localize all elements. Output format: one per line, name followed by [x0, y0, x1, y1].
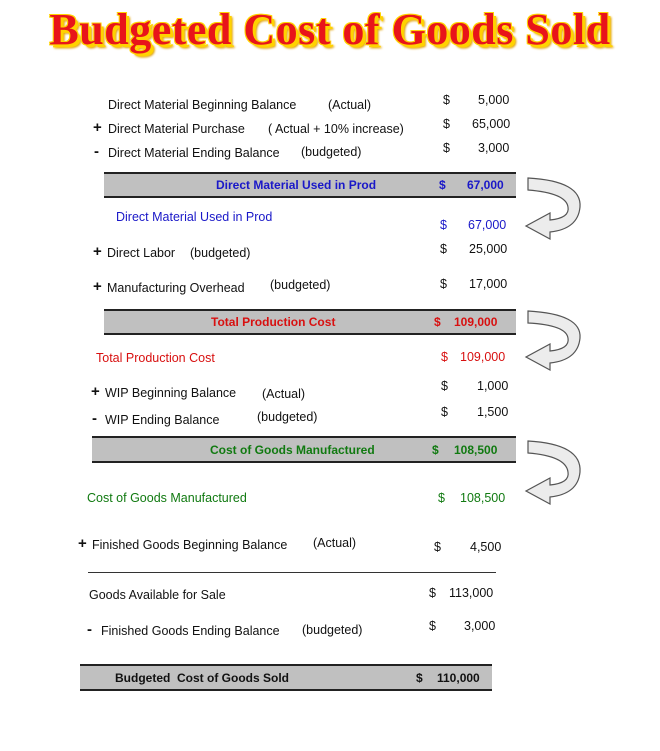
production-cost-total-label: Total Production Cost	[211, 315, 336, 329]
wip-ending-label: WIP Ending Balance	[105, 413, 220, 427]
direct-labor-amount: 25,000	[469, 242, 508, 256]
curved-arrow-icon	[520, 308, 590, 378]
dm-ending-currency: $	[443, 141, 450, 155]
production-cost-total-amount: 109,000	[454, 315, 498, 329]
dm-purchase-label: Direct Material Purchase	[108, 122, 245, 136]
cogm-carry-label: Cost of Goods Manufactured	[87, 491, 247, 505]
dm-ending-amount: 3,000	[478, 141, 510, 155]
production-cost-total-currency: $	[434, 315, 441, 329]
cogs-total-amount: 110,000	[437, 671, 480, 685]
dm-beginning-amount: 5,000	[478, 93, 510, 107]
cogm-total-label: Cost of Goods Manufactured	[210, 443, 375, 457]
cogm-total-amount: 108,500	[454, 443, 498, 457]
cogm-total-currency: $	[432, 443, 439, 457]
goods-available-label: Goods Available for Sale	[89, 588, 226, 602]
dm-purchase-amount: 65,000	[472, 117, 511, 131]
wip-beginning-amount: 1,000	[477, 379, 509, 393]
plus-sign: +	[93, 243, 102, 260]
production-cost-carry-amount: 109,000	[460, 350, 506, 364]
fg-ending-currency: $	[429, 619, 436, 633]
fg-ending-label: Finished Goods Ending Balance	[101, 624, 280, 638]
plus-sign: +	[93, 278, 102, 295]
plus-sign: +	[91, 383, 100, 400]
cogm-total-bar	[92, 436, 516, 463]
dm-beginning-currency: $	[443, 93, 450, 107]
direct-labor-currency: $	[440, 242, 447, 256]
dm-ending-label: Direct Material Ending Balance	[108, 146, 280, 160]
cogs-total-label: Budgeted Cost of Goods Sold	[115, 671, 289, 685]
wip-beginning-currency: $	[441, 379, 448, 393]
direct-labor-label: Direct Labor	[107, 246, 176, 260]
wip-beginning-note: (Actual)	[262, 387, 306, 401]
mfg-overhead-currency: $	[440, 277, 447, 291]
dm-used-total-currency: $	[439, 178, 446, 192]
production-cost-total-bar	[104, 309, 516, 335]
minus-sign: -	[87, 621, 92, 638]
dm-purchase-note: ( Actual + 10% increase)	[268, 122, 404, 136]
dm-beginning-note: (Actual)	[328, 98, 372, 112]
fg-ending-amount: 3,000	[464, 619, 496, 633]
production-cost-carry-label: Total Production Cost	[96, 351, 215, 365]
fg-beginning-note: (Actual)	[313, 536, 357, 550]
dm-beginning-label: Direct Material Beginning Balance	[108, 98, 297, 112]
cogm-carry-amount: 108,500	[460, 491, 506, 505]
curved-arrow-icon	[520, 438, 590, 508]
minus-sign: -	[94, 143, 99, 160]
fg-beginning-currency: $	[434, 540, 441, 554]
dm-used-total-label: Direct Material Used in Prod	[216, 178, 377, 192]
dm-used-carry-amount: 67,000	[468, 218, 507, 232]
curved-arrow-icon	[520, 175, 590, 245]
wip-ending-amount: 1,500	[477, 405, 509, 419]
dm-purchase-currency: $	[443, 117, 450, 131]
dm-used-carry-currency: $	[440, 218, 447, 232]
wip-beginning-label: WIP Beginning Balance	[105, 386, 237, 400]
mfg-overhead-note: (budgeted)	[270, 278, 331, 292]
dm-used-carry-label: Direct Material Used in Prod	[116, 210, 273, 224]
fg-beginning-label: Finished Goods Beginning Balance	[92, 538, 288, 552]
fg-ending-note: (budgeted)	[302, 623, 363, 637]
goods-available-amount: 113,000	[449, 586, 494, 600]
cogs-total-currency: $	[416, 671, 423, 685]
page-title: Budgeted Cost of Goods Sold	[49, 5, 611, 54]
dm-used-total-bar	[104, 172, 516, 198]
direct-labor-note: (budgeted)	[190, 246, 251, 260]
minus-sign: -	[92, 410, 97, 427]
wip-ending-note: (budgeted)	[257, 410, 318, 424]
wip-ending-currency: $	[441, 405, 448, 419]
cogs-total-bar	[80, 664, 492, 691]
mfg-overhead-label: Manufacturing Overhead	[107, 281, 245, 295]
production-cost-carry-currency: $	[441, 350, 448, 364]
goods-available-currency: $	[429, 586, 436, 600]
dm-used-total-amount: 67,000	[467, 178, 504, 192]
subtotal-divider	[88, 572, 496, 573]
dm-ending-note: (budgeted)	[301, 145, 362, 159]
mfg-overhead-amount: 17,000	[469, 277, 508, 291]
fg-beginning-amount: 4,500	[470, 540, 502, 554]
plus-sign: +	[78, 535, 87, 552]
cogm-carry-currency: $	[438, 491, 445, 505]
plus-sign: +	[93, 119, 102, 136]
